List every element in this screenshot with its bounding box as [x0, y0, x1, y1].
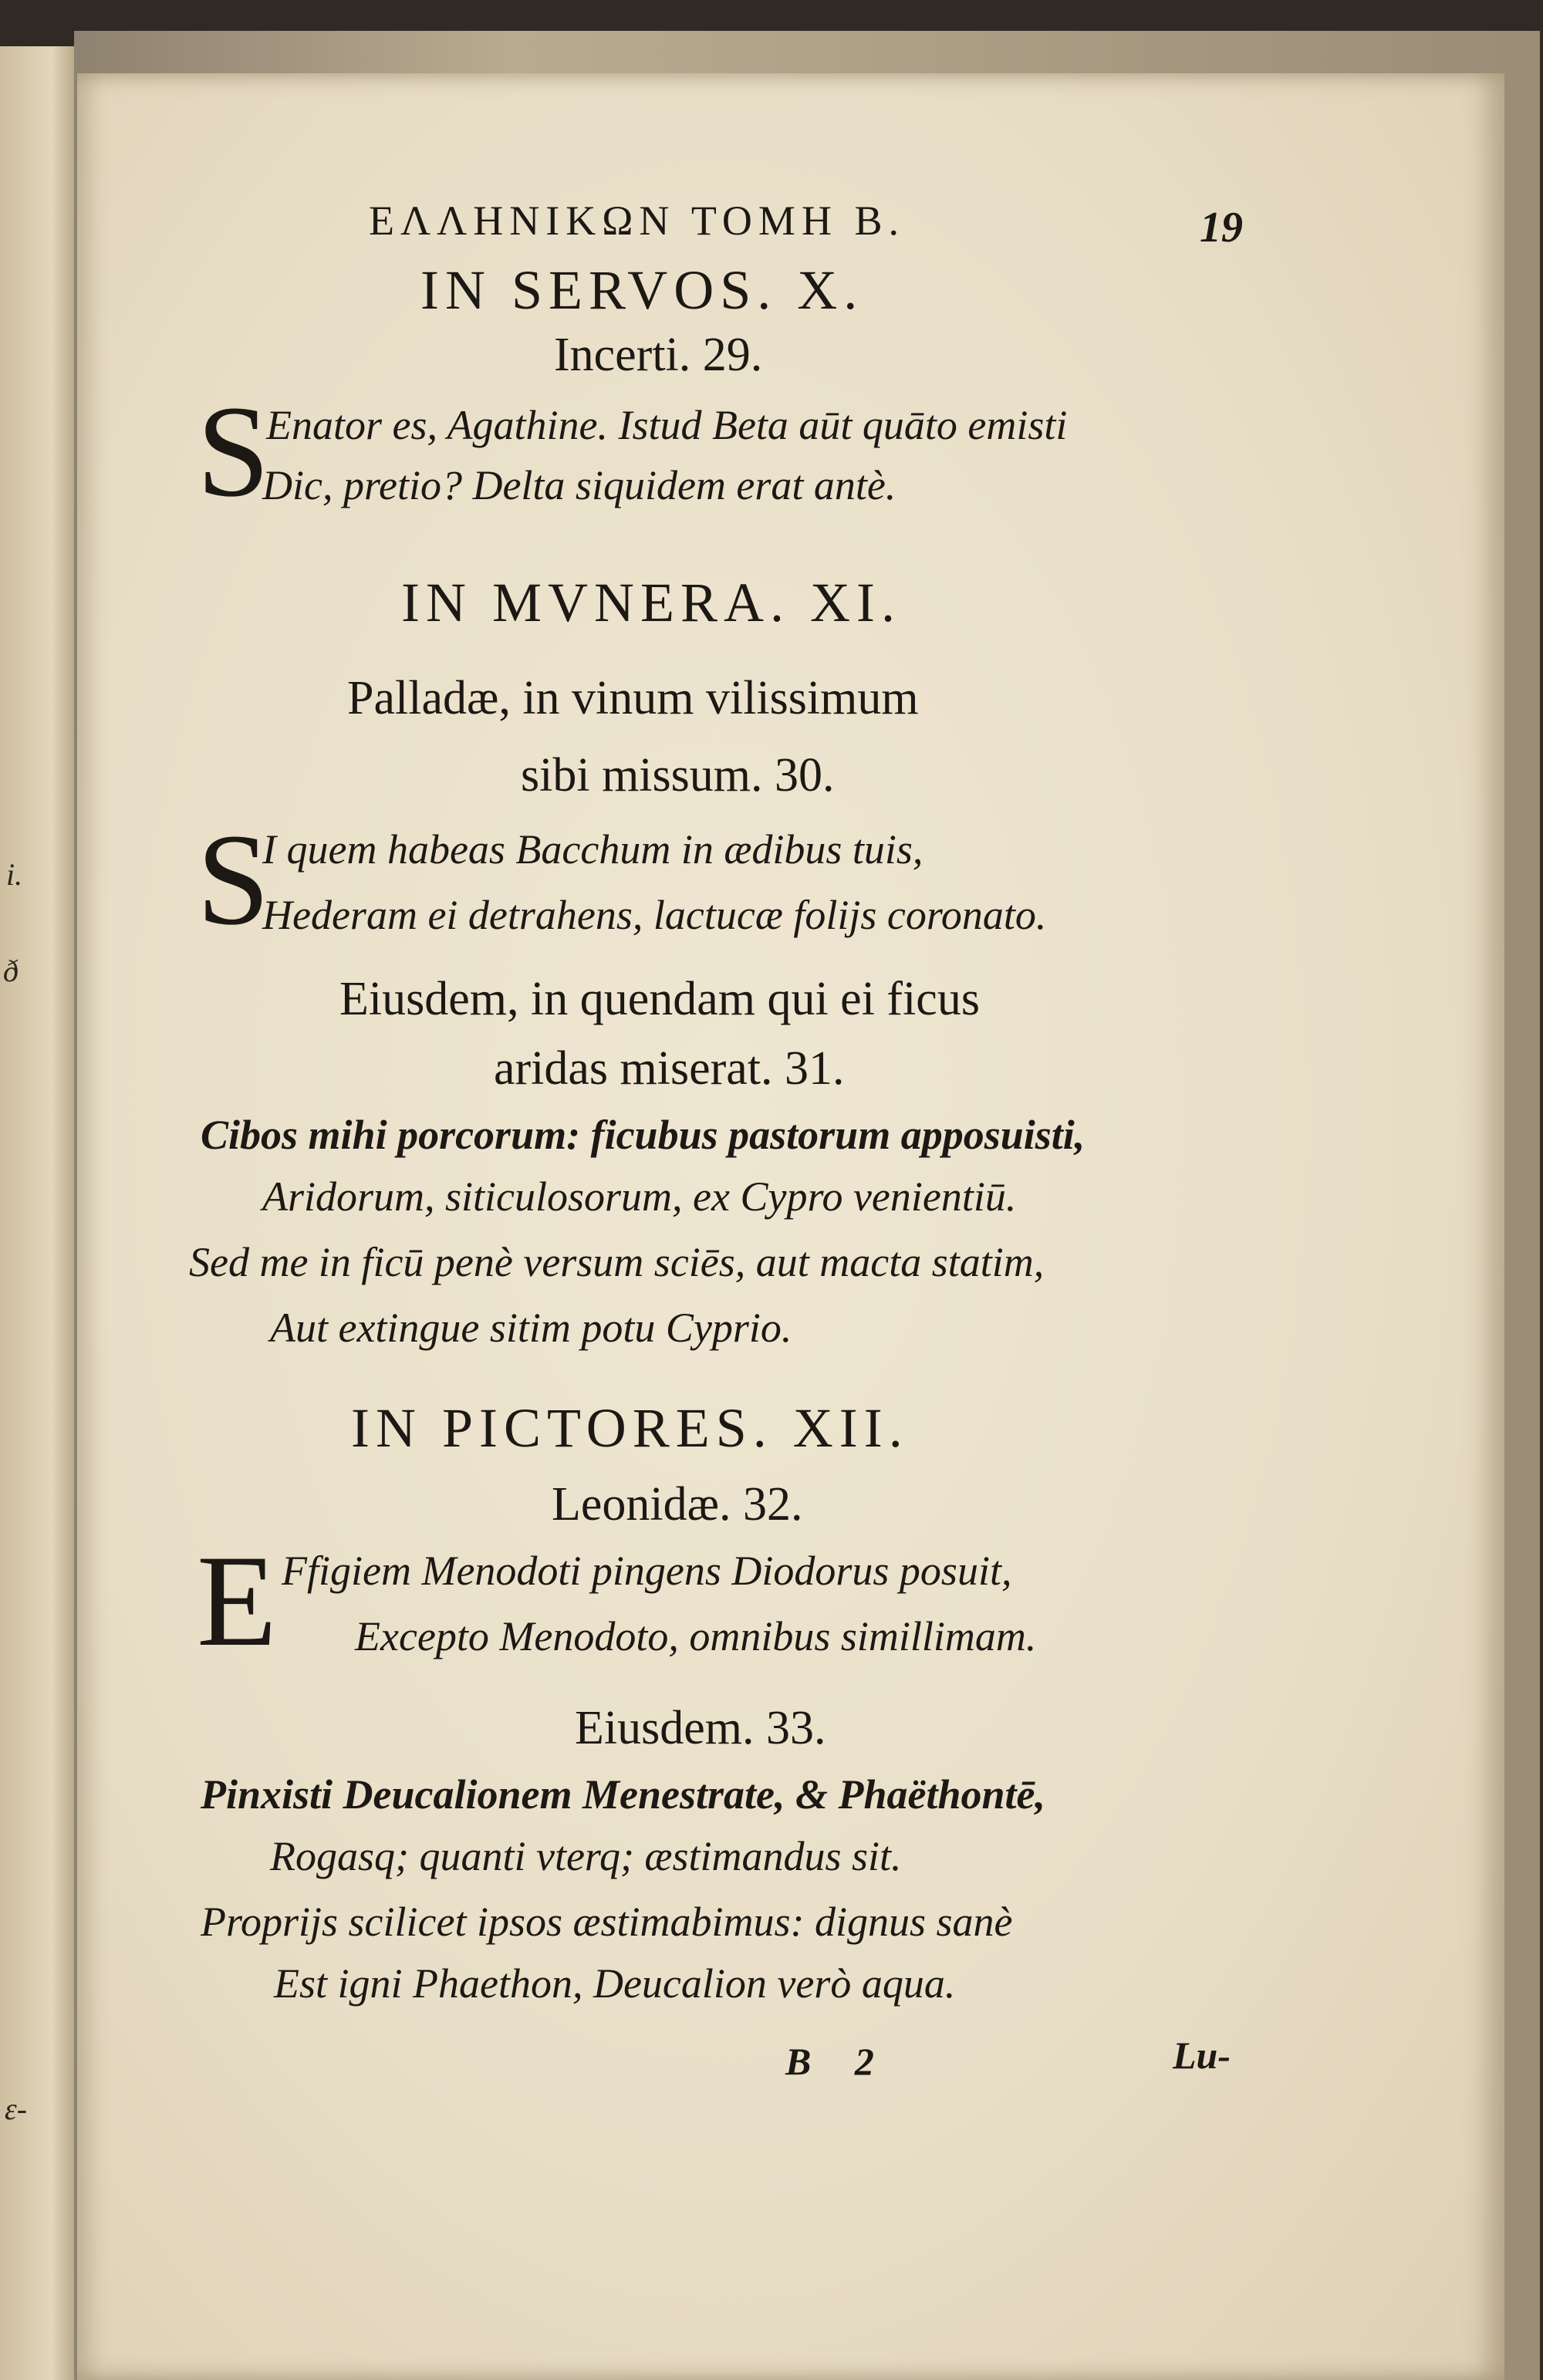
verse-line: Pinxisti Deucalionem Menestrate, & Phaëthontē, [201, 1771, 1046, 1818]
section-subheading: Palladæ, in vinum vilissimum [347, 672, 919, 724]
drop-cap: S [197, 807, 270, 952]
verse-line: Excepto Menodoto, omnibus simillimam. [355, 1613, 1037, 1659]
section-heading: IN MVNERA. XI. [401, 572, 901, 633]
drop-cap: S [197, 379, 270, 524]
verse-line: Dic, pretio? Delta siquidem erat antè. [262, 462, 896, 508]
verse-line: Enator es, Agathine. Istud Beta aūt quāto emisti [266, 402, 1068, 448]
verse-line: Est igni Phaethon, Deucalion verò aqua. [274, 1960, 956, 2007]
verse-line: Ffigiem Menodoti pingens Diodorus posuit, [282, 1548, 1012, 1594]
section-subheading: sibi missum. 30. [521, 749, 835, 802]
book-page [77, 73, 1504, 2380]
section-heading: IN SERVOS. X. [420, 259, 864, 321]
section-subheading: Eiusdem. 33. [575, 1702, 826, 1754]
verse-line: I quem habeas Bacchum in ædibus tuis, [262, 826, 923, 873]
left-page-mark: i. [6, 857, 23, 892]
drop-cap: E [197, 1528, 277, 1673]
verse-line: Proprijs scilicet ipsos æstimabimus: dignus sanè [201, 1899, 1013, 1945]
section-subheading: Leonidæ. 32. [552, 1478, 803, 1531]
verse-line: Cibos mihi porcorum: ficubus pastorum apposuisti, [201, 1112, 1086, 1158]
left-page-mark: ð [3, 954, 19, 988]
verse-line: Aridorum, siticulosorum, ex Cypro venientiū. [262, 1173, 1017, 1220]
running-title: ΕΛΛΗΝΙΚΩΝ ΤΟΜΗ Β. [369, 197, 905, 244]
section-subheading: Eiusdem, in quendam qui ei ficus [339, 973, 980, 1025]
catchword: Lu- [1173, 2034, 1231, 2077]
section-heading: IN PICTORES. XII. [351, 1397, 909, 1459]
verse-line: Hederam ei detrahens, lactucæ folijs coronato. [262, 892, 1047, 938]
verse-line: Aut extingue sitim potu Cyprio. [270, 1305, 792, 1351]
section-subheading: aridas miserat. 31. [494, 1042, 845, 1095]
signature-mark: B 2 [785, 2040, 874, 2083]
section-subheading: Incerti. 29. [554, 329, 763, 381]
left-page-mark: ɛ- [5, 2091, 28, 2126]
page-number: 19 [1200, 204, 1243, 252]
verse-line: Sed me in ficū penè versum sciēs, aut macta statim, [189, 1239, 1045, 1285]
verse-line: Rogasq; quanti vterq; æstimandus sit. [270, 1833, 902, 1879]
left-page-edge [0, 46, 74, 2380]
